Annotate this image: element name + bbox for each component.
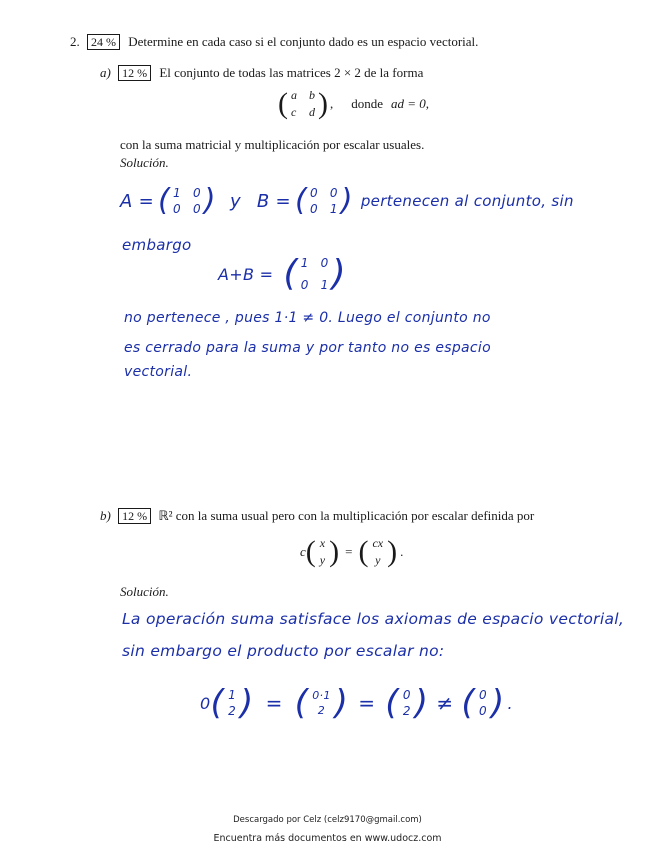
hand-y: y <box>229 190 241 212</box>
hand-entry: 0 <box>402 688 411 702</box>
hand-entry: 0 <box>309 186 318 200</box>
condition-text: ad = 0, <box>391 96 430 111</box>
part-b-solution-label: Solución. <box>120 584 169 599</box>
hand-a-line1-rest: pertenecen al conjunto, sin <box>360 192 574 210</box>
condition-word: donde <box>351 96 384 111</box>
matrix-entry: b <box>309 88 315 102</box>
hand-a-line6: vectorial. <box>124 364 193 380</box>
eq-vector-2: ( cx y ) <box>358 535 398 568</box>
hand-vec-3: ( 0 2 ) <box>385 683 429 723</box>
vector-entry: cx <box>372 536 384 550</box>
part-b-label: b) <box>100 508 111 523</box>
hand-entry: 0 <box>320 256 329 270</box>
hand-entry: 0 <box>300 278 309 292</box>
part-a-text: El conjunto de todas las matrices 2 × 2 de la forma <box>159 65 424 80</box>
hand-B-matrix: ( 0 0 0 1 ) <box>294 183 353 218</box>
matrix-entry: c <box>291 105 297 119</box>
hand-B-label: B = <box>256 190 291 212</box>
hand-a-line1 <box>120 183 574 218</box>
hand-a-line4: no pertenece , pues 1·1 ≠ 0. Luego el conjunto no <box>124 310 491 326</box>
part-b-weight-box: 12 % <box>118 508 151 524</box>
part-a-weight-box: 12 % <box>118 65 151 81</box>
hand-sum-matrix: ( 1 0 0 1 ) <box>283 253 346 294</box>
hand-entry: 0 <box>309 202 318 216</box>
part-a-statement2: con la suma matricial y multiplicación por escalar usuales. <box>120 137 425 152</box>
hand-end: . <box>507 693 513 713</box>
hand-entry: 1 <box>300 256 309 270</box>
abcd-matrix: ( a b c d ) <box>278 87 328 120</box>
hand-entry: 2 <box>228 704 236 718</box>
problem-weight-box: 24 % <box>87 34 120 50</box>
part-b-statement <box>100 508 534 524</box>
hand-entry: 2 <box>317 704 326 717</box>
hand-A-matrix: ( 1 0 0 0 ) <box>158 183 216 218</box>
hand-entry: 1 <box>228 688 236 702</box>
eq-equals: = <box>345 544 353 559</box>
hand-entry: 1 <box>320 278 329 292</box>
hand-entry: 1 <box>173 186 181 200</box>
part-a-label: a) <box>100 65 111 80</box>
hand-entry: 0 <box>173 202 181 216</box>
hand-equals: = <box>265 691 283 715</box>
hand-vec-1: ( 1 2 ) <box>210 683 254 723</box>
hand-not-equal: ≠ <box>436 691 454 715</box>
hand-a-line2: embargo <box>122 236 192 254</box>
hand-entry: 0 <box>479 688 487 702</box>
hand-vec-4: ( 0 0 ) <box>461 683 505 723</box>
matrix-entry: d <box>309 105 315 119</box>
part-b-text: ℝ² con la suma usual pero con la multiplicación por escalar definida por <box>158 508 535 523</box>
problem-number: 2. <box>70 34 80 49</box>
vector-entry: y <box>375 553 381 567</box>
part-b-formula <box>300 536 403 568</box>
hand-entry: 0 <box>192 186 201 200</box>
problem-statement: Determine en cada caso si el conjunto dado es un espacio vectorial. <box>128 34 479 49</box>
footer-download: Descargado por Celz (celz9170@gmail.com) <box>233 815 422 825</box>
matrix-entry: a <box>291 88 297 102</box>
hand-entry: 0 <box>329 186 338 200</box>
hand-scalar: 0 <box>200 693 211 713</box>
hand-b-line2: sin embargo el producto por escalar no: <box>122 642 445 660</box>
hand-equals: = <box>358 691 376 715</box>
vector-entry: x <box>319 536 326 550</box>
vector-entry: y <box>319 553 326 567</box>
hand-entry: 0·1 <box>312 689 331 702</box>
eq-vector-1: ( x y ) <box>305 535 340 568</box>
hand-b-line1: La operación suma satisface los axiomas de espacio vectorial, <box>122 610 625 628</box>
eq-scalar: c <box>300 544 306 559</box>
eq-end: . <box>400 544 404 559</box>
hand-entry: 0 <box>192 202 201 216</box>
hand-sum-label: A+B = <box>218 264 274 284</box>
hand-entry: 2 <box>402 704 411 718</box>
hand-a-line5: es cerrado para la suma y por tanto no es espacio <box>124 340 491 356</box>
part-a-solution-label: Solución. <box>120 155 169 170</box>
hand-a-sum <box>218 253 346 294</box>
problem-header <box>70 34 478 50</box>
hand-entry: 1 <box>329 202 338 216</box>
footer-link[interactable]: Encuentra más documentos en www.udocz.com <box>213 833 442 844</box>
hand-entry: 0 <box>479 704 487 718</box>
hand-b-equation <box>200 683 513 723</box>
formula-comma: , <box>330 96 334 111</box>
hand-vec-2: ( 0·1 2 ) <box>294 683 349 723</box>
hand-A-label: A = <box>120 190 155 212</box>
part-a-formula <box>278 88 429 120</box>
part-a-statement <box>100 65 423 81</box>
